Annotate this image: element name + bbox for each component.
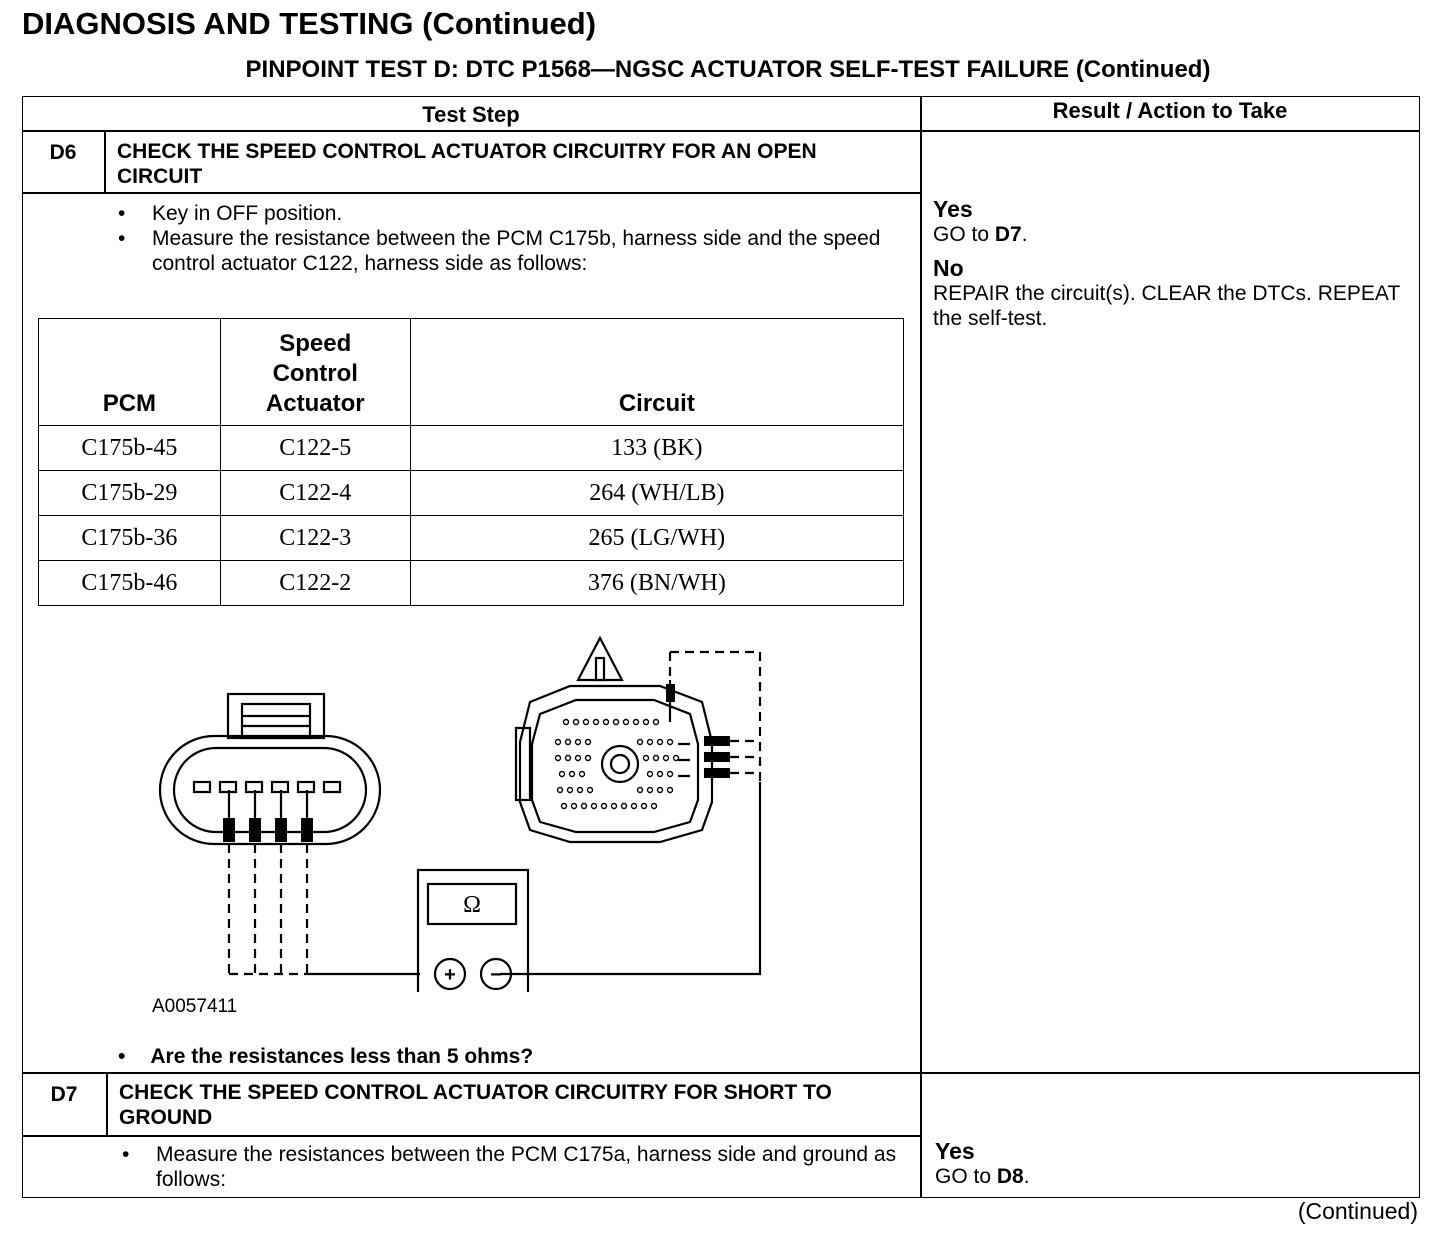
d7-result [935, 1138, 1415, 1189]
d6-yes-suffix: . [1021, 223, 1028, 246]
actuator-probe-tips [223, 818, 313, 842]
minus-terminal-label: − [490, 964, 502, 986]
pcm-dashed-leads [670, 652, 760, 782]
ohm-symbol: Ω [463, 892, 481, 918]
continued-note: (Continued) [1297, 1198, 1418, 1224]
step-title-d7: CHECK THE SPEED CONTROL ACTUATOR CIRCUITRY FOR SHORT TO GROUND [119, 1081, 832, 1129]
d6-bullet: • Measure the resistance between the PCM C175b, harness side and the speed control actuator C122, harness side as follows: [114, 226, 894, 276]
actuator-pin: C122-5 [220, 426, 410, 471]
pinpoint-test-title: PINPOINT TEST D: DTC P1568—NGSC ACTUATOR SELF-TEST FAILURE (Continued) [245, 56, 1211, 83]
pcm-pin-dots [556, 720, 679, 809]
d6-question [118, 1045, 533, 1069]
table-row [39, 561, 904, 606]
d7-id-divider [106, 1072, 108, 1136]
col-header-pcm: PCM [39, 319, 221, 426]
col-header-circuit: Circuit [410, 319, 903, 426]
d7-instructions [118, 1142, 908, 1192]
table-row [39, 471, 904, 516]
d7-yes-action [935, 1164, 1415, 1189]
pcm-pin: C175b-36 [39, 516, 221, 561]
d6-yes-target: D7 [994, 223, 1022, 246]
d6-bullet: • Key in OFF position. [114, 201, 894, 226]
d7-title-divider [22, 1135, 921, 1137]
col-header-actuator-label: Speed Control Actuator [265, 330, 365, 417]
actuator-connector [160, 694, 380, 844]
d6-no-label: No [933, 255, 964, 281]
header-divider [22, 130, 1420, 132]
circuit-id: 265 (LG/WH) [410, 516, 903, 561]
pcm-pin: C175b-29 [39, 471, 221, 516]
d6-instructions [114, 201, 894, 276]
table-row [39, 516, 904, 561]
wiring-diagram [130, 632, 790, 992]
actuator-pin: C122-4 [220, 471, 410, 516]
d7-bullet: • Measure the resistances between the PCM C175a, harness side and ground as follows: [118, 1142, 908, 1192]
pin-circuit-table [38, 318, 904, 606]
table-row [39, 426, 904, 471]
d7-yes-label: Yes [935, 1138, 975, 1164]
pcm-pin: C175b-46 [39, 561, 221, 606]
d6-result [933, 196, 1413, 331]
circuit-id: 264 (WH/LB) [410, 471, 903, 516]
step-id-d7: D7 [50, 1083, 78, 1106]
d6-id-divider [104, 130, 106, 193]
d6-no-action: REPAIR the circuit(s). CLEAR the DTCs. REPEAT the self-test. [933, 282, 1400, 330]
actuator-dashed-leads [229, 844, 307, 974]
circuit-id: 376 (BN/WH) [410, 561, 903, 606]
lead-to-minus [500, 782, 760, 974]
d6-question-text: Are the resistances less than 5 ohms? [150, 1045, 534, 1068]
header-result-action: Result / Action to Take [1052, 98, 1288, 123]
figure-id: A0057411 [152, 996, 238, 1017]
d7-yes-prefix: GO to [935, 1165, 997, 1188]
actuator-pin: C122-2 [220, 561, 410, 606]
d7-yes-target: D8 [996, 1165, 1024, 1188]
step-title-d6: CHECK THE SPEED CONTROL ACTUATOR CIRCUITRY FOR AN OPEN CIRCUIT [117, 140, 817, 188]
column-divider [920, 96, 922, 1198]
ohmmeter [418, 870, 528, 992]
header-test-step: Test Step [422, 102, 520, 127]
d6-yes-action [933, 222, 1413, 247]
d6-d7-divider [22, 1072, 1420, 1074]
d7-yes-suffix: . [1023, 1165, 1030, 1188]
plus-terminal-label: + [444, 964, 456, 986]
page-title: DIAGNOSIS AND TESTING (Continued) [22, 6, 597, 41]
pcm-connector [516, 638, 712, 842]
d6-title-divider [22, 192, 921, 194]
step-id-d6: D6 [49, 141, 77, 164]
d6-yes-label: Yes [933, 196, 973, 222]
actuator-pin: C122-3 [220, 516, 410, 561]
circuit-id: 133 (BK) [410, 426, 903, 471]
pcm-pin: C175b-45 [39, 426, 221, 471]
d6-yes-prefix: GO to [933, 223, 995, 246]
col-header-actuator [220, 319, 410, 426]
